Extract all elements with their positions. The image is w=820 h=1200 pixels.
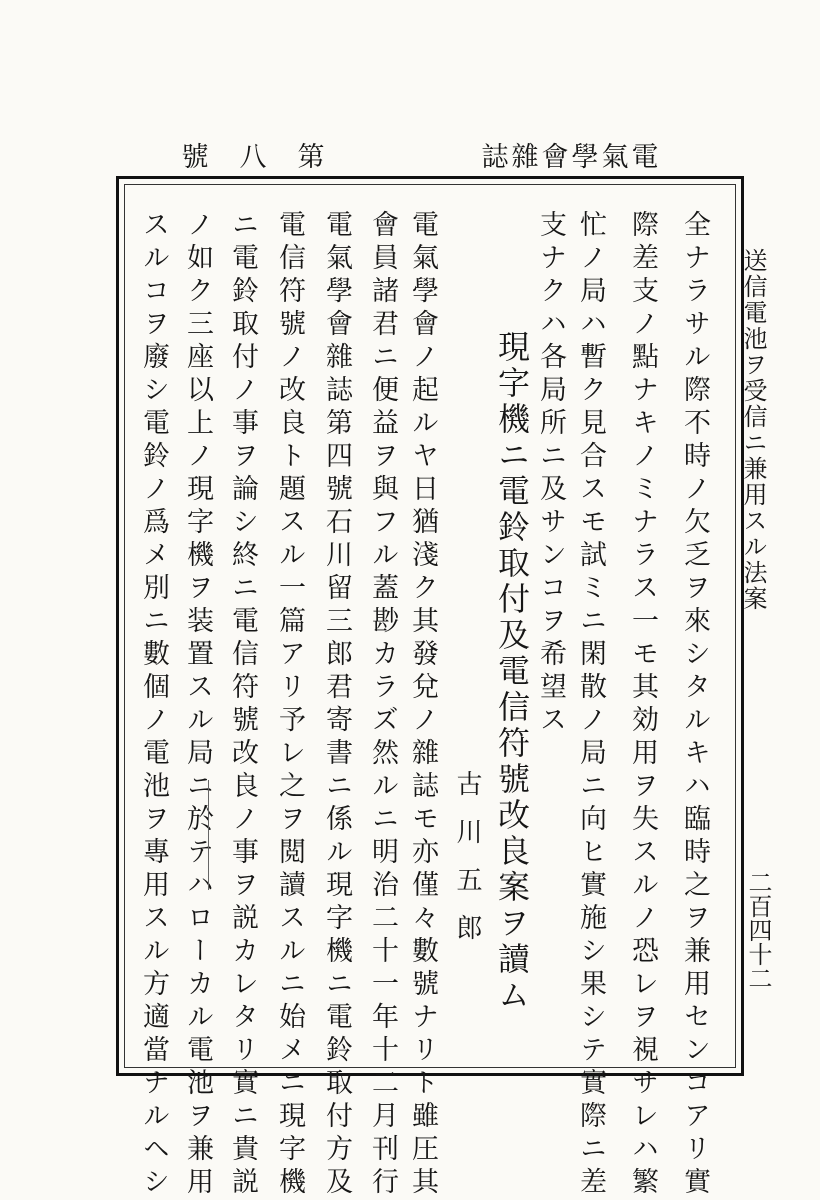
text-column: ノ如ク三座以上ノ現字機ヲ装置スル局ニ於テハローカル電池ヲ兼用	[182, 210, 213, 1200]
issue-label	[180, 135, 326, 174]
issue-label-char: 第	[297, 141, 325, 173]
text-column: ニ電鈴取付ノ事ヲ論シ終ニ電信符號改良ノ事ヲ説カレタリ實ニ貴説	[227, 210, 258, 1200]
issue-label-char: 號	[181, 141, 209, 173]
journal-name-char: 電	[631, 141, 659, 173]
text-column: 際差支ノ點ナキノミナラス一モ其効用ヲ失スルノ恐レヲ視サレハ繁	[627, 210, 658, 1200]
page-number: 二百四十二	[744, 870, 772, 990]
text-column: 忙ノ局ハ暫ク見合スモ試ミニ閑散ノ局ニ向ヒ實施シ果シテ實際ニ差	[575, 210, 606, 1200]
margin-rule	[208, 780, 209, 890]
journal-name-char: 會	[541, 141, 569, 173]
side-running-title: 送信電池ヲ受信ニ兼用スル法案	[739, 248, 767, 612]
text-column: スルコヲ廢シ電鈴ノ爲メ別ニ數個ノ電池ヲ專用スル方適當ナルヘシ	[138, 210, 169, 1200]
running-header	[180, 134, 660, 174]
text-column: 電氣學會雜誌第四號石川留三郎君寄書ニ係ル現字機ニ電鈴取付方及	[321, 210, 352, 1200]
journal-name-char: 雜	[511, 141, 539, 173]
journal-name-char: 學	[571, 141, 599, 173]
text-column: 電信符號ノ改良ト題スル一篇アリ予レ之ヲ閲讀スルニ始メニ現字機	[274, 210, 305, 1200]
issue-label-char: 八	[239, 141, 267, 173]
journal-name-char: 氣	[601, 141, 629, 173]
text-column: 全ナラサル際不時ノ欠乏ヲ來シタルキハ臨時之ヲ兼用センコアリ實	[679, 210, 710, 1200]
journal-name	[480, 135, 660, 174]
article-author: 古川五郎	[452, 770, 482, 962]
article-title: 現字機ニ電鈴取付及電信符號改良案ヲ讀ム	[493, 330, 531, 1014]
text-column: 會員諸君ニ便益ヲ與フル蓋尠カラズ然ルニ明治二十一年十二月刊行	[367, 210, 398, 1200]
journal-name-char: 誌	[481, 141, 509, 173]
text-column: 電氣學會ノ起ルヤ日猶淺ク其發兌ノ雜誌モ亦僅々數號ナリト雖圧其	[407, 210, 438, 1200]
text-column: 支ナクハ各局所ニ及サンコヲ希望ス	[535, 210, 566, 738]
